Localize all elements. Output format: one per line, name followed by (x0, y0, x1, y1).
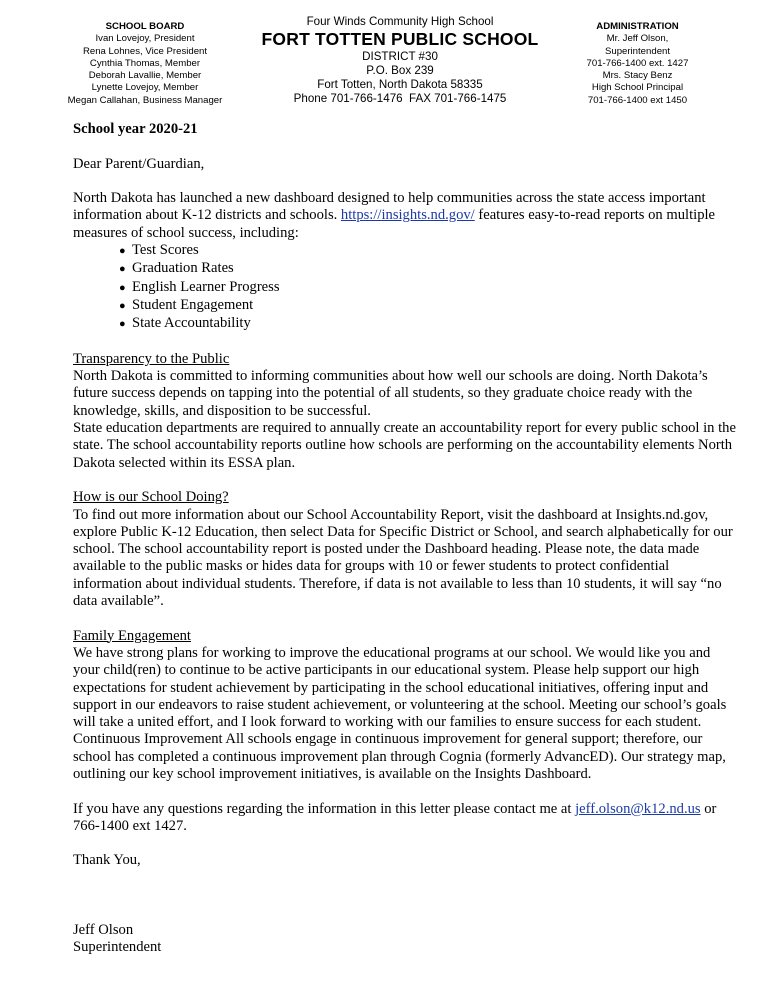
closing: Thank You, (73, 852, 141, 869)
list-item-label: Test Scores (132, 242, 199, 259)
intro-text-after: features easy-to-read reports on multiple measures of school success, including: (73, 207, 716, 241)
admin-line: High School Principal (591, 82, 684, 94)
list-item (119, 297, 738, 315)
bullet-icon: ● (119, 245, 126, 258)
school-po-box: P.O. Box 239 (366, 64, 434, 77)
intro-paragraph (73, 190, 738, 242)
admin-line: 701-766-1400 ext 1450 (587, 94, 688, 106)
administration-block (570, 21, 705, 107)
school-year: School year 2020-21 (73, 121, 198, 137)
family-engagement-heading: Family Engagement (73, 627, 191, 644)
board-member: Deborah Lavallie, Member (88, 70, 202, 82)
board-member: Lynette Lovejoy, Member (91, 82, 199, 94)
list-item-label: English Learner Progress (132, 278, 280, 295)
list-item-label: State Accountability (132, 315, 251, 332)
how-doing-heading: How is our School Doing? (73, 489, 229, 506)
list-item (119, 242, 738, 260)
admin-line: Superintendent (604, 45, 671, 57)
school-board-block (55, 21, 235, 107)
school-board-heading: SCHOOL BOARD (105, 21, 185, 32)
admin-line: Mr. Jeff Olson, (606, 33, 669, 45)
admin-line: Mrs. Stacy Benz (602, 70, 673, 82)
how-doing-paragraph: To find out more information about our School Accountability Report, visit the dashboard at Insights.nd.gov, explore Public K-12 Education, then select Data for Specific District or School, and search alphabetically for our school. The school accountability report is posted under the Dashboard heading. Please note, the data made available to the public masks or hides data for groups with 10 or fewer students to protect confidential information about individual students. Therefore, if data is not available to less than 10 students, it will say “no data available”. (73, 506, 733, 610)
school-info-block (250, 15, 550, 106)
email-link[interactable]: jeff.olson@k12.nd.us (575, 800, 701, 817)
transparency-paragraph-2: State education departments are required to annually create an accountability report for every public school in the state. The school accountability reports outline how schools are performing on the accountability elements North Dakota selected within its ESSA plan. (73, 420, 736, 471)
list-item (119, 315, 738, 333)
measures-list (73, 242, 738, 333)
school-city: Fort Totten, North Dakota 58335 (317, 78, 483, 91)
list-item (119, 279, 738, 297)
transparency-heading: Transparency to the Public (73, 350, 230, 367)
transparency-paragraph-1: North Dakota is committed to informing communities about how well our schools are doing. North Dakota’s future success depends on tapping into the potential of all students, so they graduate choice ready with the knowledge, skills, and disposition to be successful. (73, 368, 708, 419)
board-member: Ivan Lovejoy, President (95, 33, 195, 45)
school-phone-fax: Phone 701-766-1476 FAX 701-766-1475 (293, 92, 507, 105)
bullet-icon: ● (119, 281, 126, 294)
administration-heading: ADMINISTRATION (596, 21, 679, 32)
board-member: Cynthia Thomas, Member (89, 57, 201, 69)
admin-line: 701-766-1400 ext. 1427 (586, 57, 689, 69)
bullet-icon: ● (119, 263, 126, 276)
contact-paragraph (73, 801, 738, 836)
insights-link[interactable]: https://insights.nd.gov/ (340, 207, 475, 224)
bullet-icon: ● (119, 318, 126, 331)
school-subtitle: Four Winds Community High School (306, 15, 494, 28)
contact-text-before: If you have any questions regarding the information in this letter please contact me at (73, 800, 576, 817)
letterhead (0, 0, 773, 120)
board-member: Megan Callahan, Business Manager (67, 94, 223, 106)
board-member: Rena Lohnes, Vice President (82, 45, 208, 57)
school-name: FORT TOTTEN PUBLIC SCHOOL (261, 29, 539, 49)
letter-body (73, 121, 738, 956)
contact-text-after: or 766-1400 ext 1427. (73, 800, 717, 834)
family-engagement-paragraph: We have strong plans for working to improve the educational programs at our school. We would like you and your child(ren) to continue to be active participants in our educational system. Please help support our high expectations for student achievement by participating in the school educational initiatives, offering input and support in our endeavors to raise student achievement, or volunteering at the school. Meeting our school’s goals will take a united effort, and I look forward to working with our families to ensure success for each student. Continuous Improvement All schools engage in continuous improvement for general support; therefore, our school has completed a continuous improvement plan through Cognia (formerly AdvancED). Our strategy map, outlining our key school improvement initiatives, is available on the Insights Dashboard. (73, 644, 727, 782)
list-item (119, 260, 738, 278)
salutation: Dear Parent/Guardian, (73, 155, 205, 172)
signer-name: Jeff Olson (73, 921, 134, 938)
signer-title: Superintendent (73, 938, 162, 955)
school-district: DISTRICT #30 (362, 50, 438, 63)
intro-text-before: North Dakota has launched a new dashboard designed to help communities across the state access important information about K-12 districts and schools. (73, 190, 706, 224)
list-item-label: Student Engagement (132, 296, 254, 313)
list-item-label: Graduation Rates (132, 260, 234, 277)
bullet-icon: ● (119, 299, 126, 312)
